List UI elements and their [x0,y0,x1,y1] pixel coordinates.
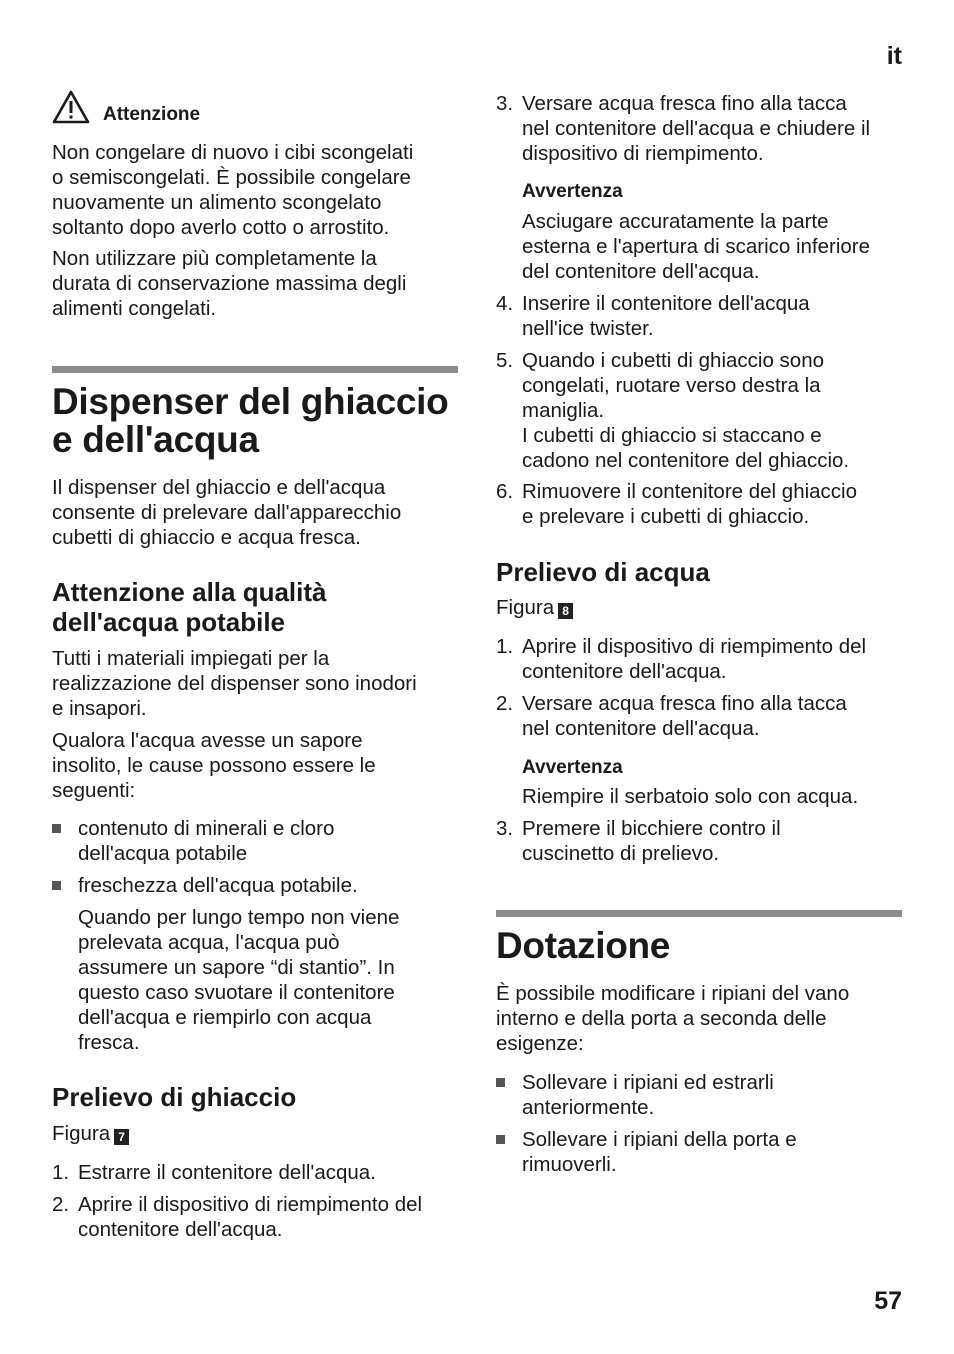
text-line: nell'ice twister. [522,317,654,340]
step-number: 5. [496,349,514,372]
water-step-2 [522,691,847,741]
figure-label: Figura [496,596,555,619]
text-line: realizzazione del dispenser sono inodori [52,672,417,695]
water-note [522,784,858,809]
text-line: Non congelare di nuovo i cibi scongelati [52,141,414,164]
list-item [522,1127,797,1177]
figure-label: Figura [52,1122,111,1145]
section-divider [496,910,902,917]
heading-line: Attenzione alla qualità [52,577,327,607]
text-line: nuovamente un alimento scongelato [52,191,382,214]
text-line: o semiscongelati. È possibile congelare [52,166,411,189]
text-line: e insapori. [52,697,147,720]
text-line: dell'acqua e riempirlo con acqua [78,1006,372,1029]
text-line: nel contenitore dell'acqua e chiudere il [522,117,871,140]
list-item [78,816,334,866]
text-line: esigenze: [496,1032,584,1055]
text-line: consente di prelevare dall'apparecchio [52,501,402,524]
equipment-intro [496,981,849,1056]
text-line: anteriormente. [522,1096,655,1119]
text-line: insolito, le cause possono essere le [52,754,376,777]
heading-line: e dell'acqua [52,419,259,460]
ice-step-6 [522,479,857,529]
list-item [78,873,358,898]
section-title-equipment: Dotazione [496,925,671,966]
note-title: Avvertenza [522,181,623,202]
heading-line: dell'acqua potabile [52,607,286,637]
text-line: Rimuovere il contenitore del ghiaccio [522,480,858,503]
step-number: 2. [496,692,514,715]
water-step-1 [522,634,866,684]
text-line: Quando i cubetti di ghiaccio sono [522,349,825,372]
ice-step-1 [78,1160,376,1185]
ice-step-2 [78,1192,422,1242]
text-line: prelevata acqua, l'acqua può [78,931,340,954]
language-code: it [886,42,902,70]
text-line: contenitore dell'acqua. [78,1218,283,1241]
text-line: soltanto dopo averlo cotto o arrostito. [52,216,390,239]
text-line: cuscinetto di prelievo. [522,842,720,865]
warning-triangle-icon [52,90,92,124]
text-line: interno e della porta a seconda delle [496,1007,827,1030]
text-line: Premere il bicchiere contro il [522,817,781,840]
note-title: Avvertenza [522,757,623,778]
warning-paragraph-2 [52,246,406,321]
step-number: 6. [496,480,514,503]
bullet-square-icon [52,881,61,890]
text-line: contenuto di minerali e cloro [78,817,335,840]
text-line: e prelevare i cubetti di ghiaccio. [522,505,810,528]
figure-reference [52,1121,129,1146]
dispenser-intro [52,475,401,550]
text-line: rimuoverli. [522,1153,617,1176]
warning-paragraph-1 [52,140,413,240]
text-line: freschezza dell'acqua potabile. [78,874,358,897]
quality-paragraph-2 [52,728,376,803]
text-line: Quando per lungo tempo non viene [78,906,400,929]
text-line: Inserire il contenitore dell'acqua [522,292,810,315]
bullet-square-icon [496,1078,505,1087]
step-number: 1. [496,635,514,658]
section-divider [52,366,458,373]
page-number: 57 [874,1287,902,1315]
bullet-square-icon [52,824,61,833]
text-line: dell'acqua potabile [78,842,248,865]
bullet-square-icon [496,1135,505,1144]
text-line: esterna e l'apertura di scarico inferiore [522,235,871,258]
text-line: Qualora l'acqua avesse un sapore [52,729,363,752]
step-number: 4. [496,292,514,315]
text-line: Non utilizzare più completamente la [52,247,377,270]
figure-number-badge: 7 [114,1129,129,1145]
figure-number-badge: 8 [558,603,573,619]
text-line: nel contenitore dell'acqua. [522,717,760,740]
subsection-title-quality [52,577,327,637]
text-line: Versare acqua fresca fino alla tacca [522,92,847,115]
ice-step-3 [522,91,870,166]
text-line: cadono nel contenitore del ghiaccio. [522,449,850,472]
step-number: 3. [496,817,514,840]
text-line: seguenti: [52,779,136,802]
step-number: 3. [496,92,514,115]
figure-reference [496,595,573,620]
text-line: Riempire il serbatoio solo con acqua. [522,785,859,808]
water-step-3 [522,816,781,866]
text-line: alimenti congelati. [52,297,217,320]
text-line: Estrarre il contenitore dell'acqua. [78,1161,376,1184]
text-line: congelati, ruotare verso destra la [522,374,821,397]
ice-step-4 [522,291,810,341]
text-line: maniglia. [522,399,605,422]
text-line: Tutti i materiali impiegati per la [52,647,330,670]
text-line: Asciugare accuratamente la parte [522,210,829,233]
subsection-title-water: Prelievo di acqua [496,557,710,587]
text-line: I cubetti di ghiaccio si staccano e [522,424,822,447]
text-line: Il dispenser del ghiaccio e dell'acqua [52,476,386,499]
ice-note [522,209,870,284]
heading-line: Dispenser del ghiaccio [52,381,449,422]
text-line: Versare acqua fresca fino alla tacca [522,692,847,715]
text-line: È possibile modificare i ripiani del vano [496,982,850,1005]
ice-step-5 [522,348,849,473]
step-number: 2. [52,1193,70,1216]
list-item [522,1070,774,1120]
section-title-dispenser [52,383,448,459]
text-line: durata di conservazione massima degli [52,272,407,295]
text-line: Aprire il dispositivo di riempimento del [78,1193,423,1216]
text-line: Sollevare i ripiani della porta e [522,1128,797,1151]
step-number: 1. [52,1161,70,1184]
text-line: cubetti di ghiaccio e acqua fresca. [52,526,361,549]
quality-paragraph-1 [52,646,417,721]
text-line: fresca. [78,1031,140,1054]
text-line: contenitore dell'acqua. [522,660,727,683]
list-item-detail [78,905,399,1055]
text-line: dispositivo di riempimento. [522,142,764,165]
text-line: del contenitore dell'acqua. [522,260,760,283]
warning-title: Attenzione [103,104,201,125]
text-line: questo caso svuotare il contenitore [78,981,395,1004]
subsection-title-ice: Prelievo di ghiaccio [52,1082,297,1112]
text-line: Aprire il dispositivo di riempimento del [522,635,867,658]
text-line: Sollevare i ripiani ed estrarli [522,1071,774,1094]
text-line: assumere un sapore “di stantio”. In [78,956,395,979]
